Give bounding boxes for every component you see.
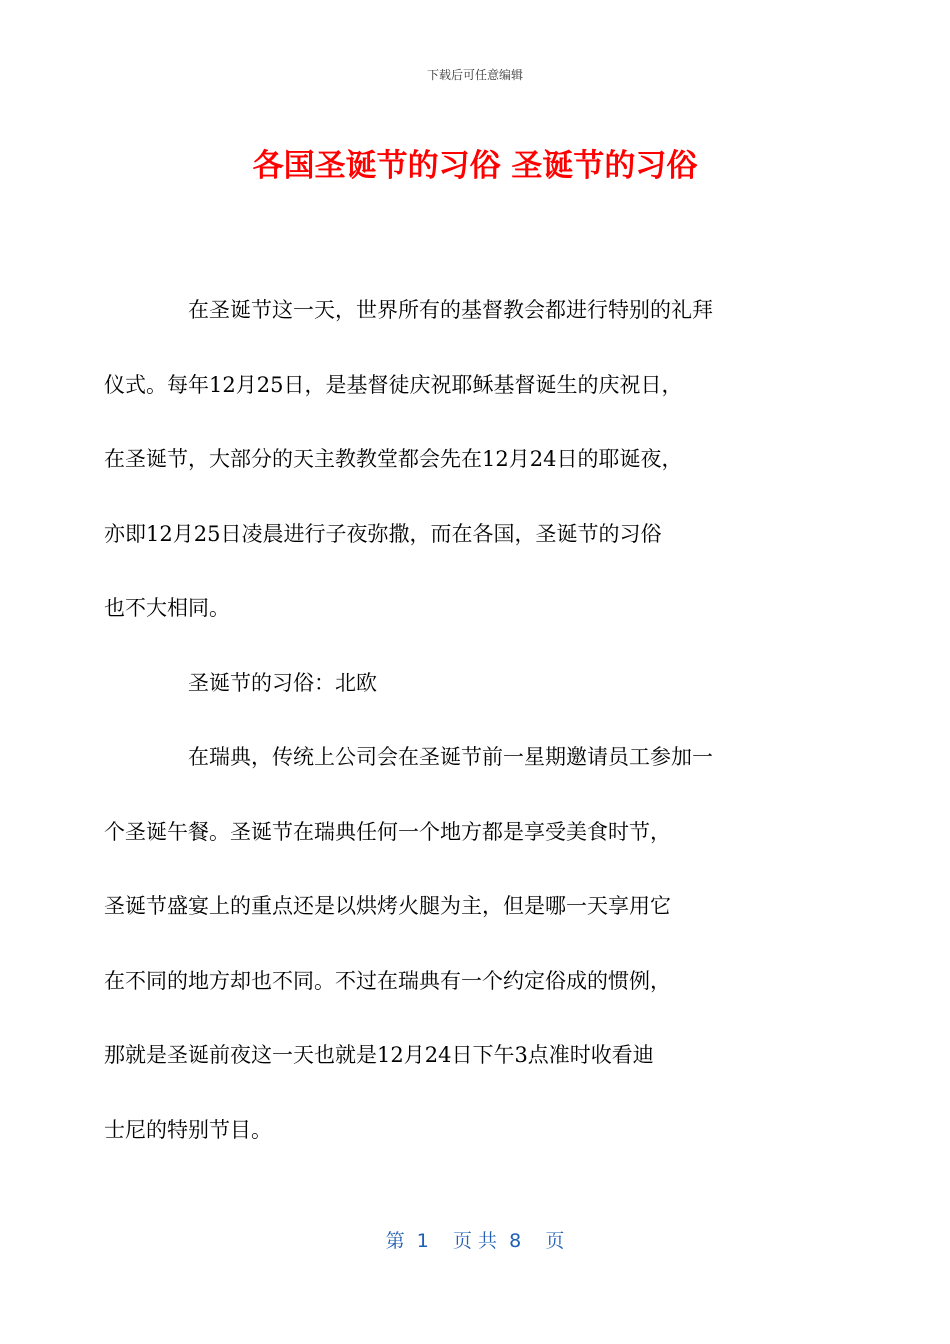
text-line: 士尼的特别节目。 [104,1117,272,1142]
text-line: 在不同的地方却也不同。不过在瑞典有一个约定俗成的惯例， [104,968,671,993]
text-line: 仪式。每年12月25日，是基督徒庆祝耶稣基督诞生的庆祝日， [104,372,683,397]
paragraph-subheading [146,646,806,721]
text-line: 在圣诞节这一天，世界所有的基督教会都进行特别的礼拜 [188,298,713,322]
text-line: 在瑞典，传统上公司会在圣诞节前一星期邀请员工参加一 [188,745,713,769]
document-title: 各国圣诞节的习俗 圣诞节的习俗 [252,148,698,184]
text-line: 个圣诞午餐。圣诞节在瑞典任何一个地方都是享受美食时节， [104,819,671,844]
text-line: 圣诞节盛宴上的重点还是以烘烤火腿为主，但是哪一天享用它 [104,894,671,918]
paragraph-intro [104,273,806,646]
text-line: 在圣诞节，大部分的天主教教堂都会先在12月24日的耶诞夜， [104,447,683,471]
header-note: 下载后可任意编辑 [426,68,523,82]
page-footer: 第 1 页 共 8 页 [385,1230,565,1252]
paragraph-sweden [104,720,806,1167]
text-line: 那就是圣诞前夜这一天也就是12月24日下午3点准时收看迪 [104,1043,654,1067]
document-body [104,273,806,1167]
text-line: 也不大相同。 [104,596,230,620]
section-heading: 圣诞节的习俗：北欧 [188,670,377,695]
text-line: 亦即12月25日凌晨进行子夜弥撒，而在各国，圣诞节的习俗 [104,521,662,546]
